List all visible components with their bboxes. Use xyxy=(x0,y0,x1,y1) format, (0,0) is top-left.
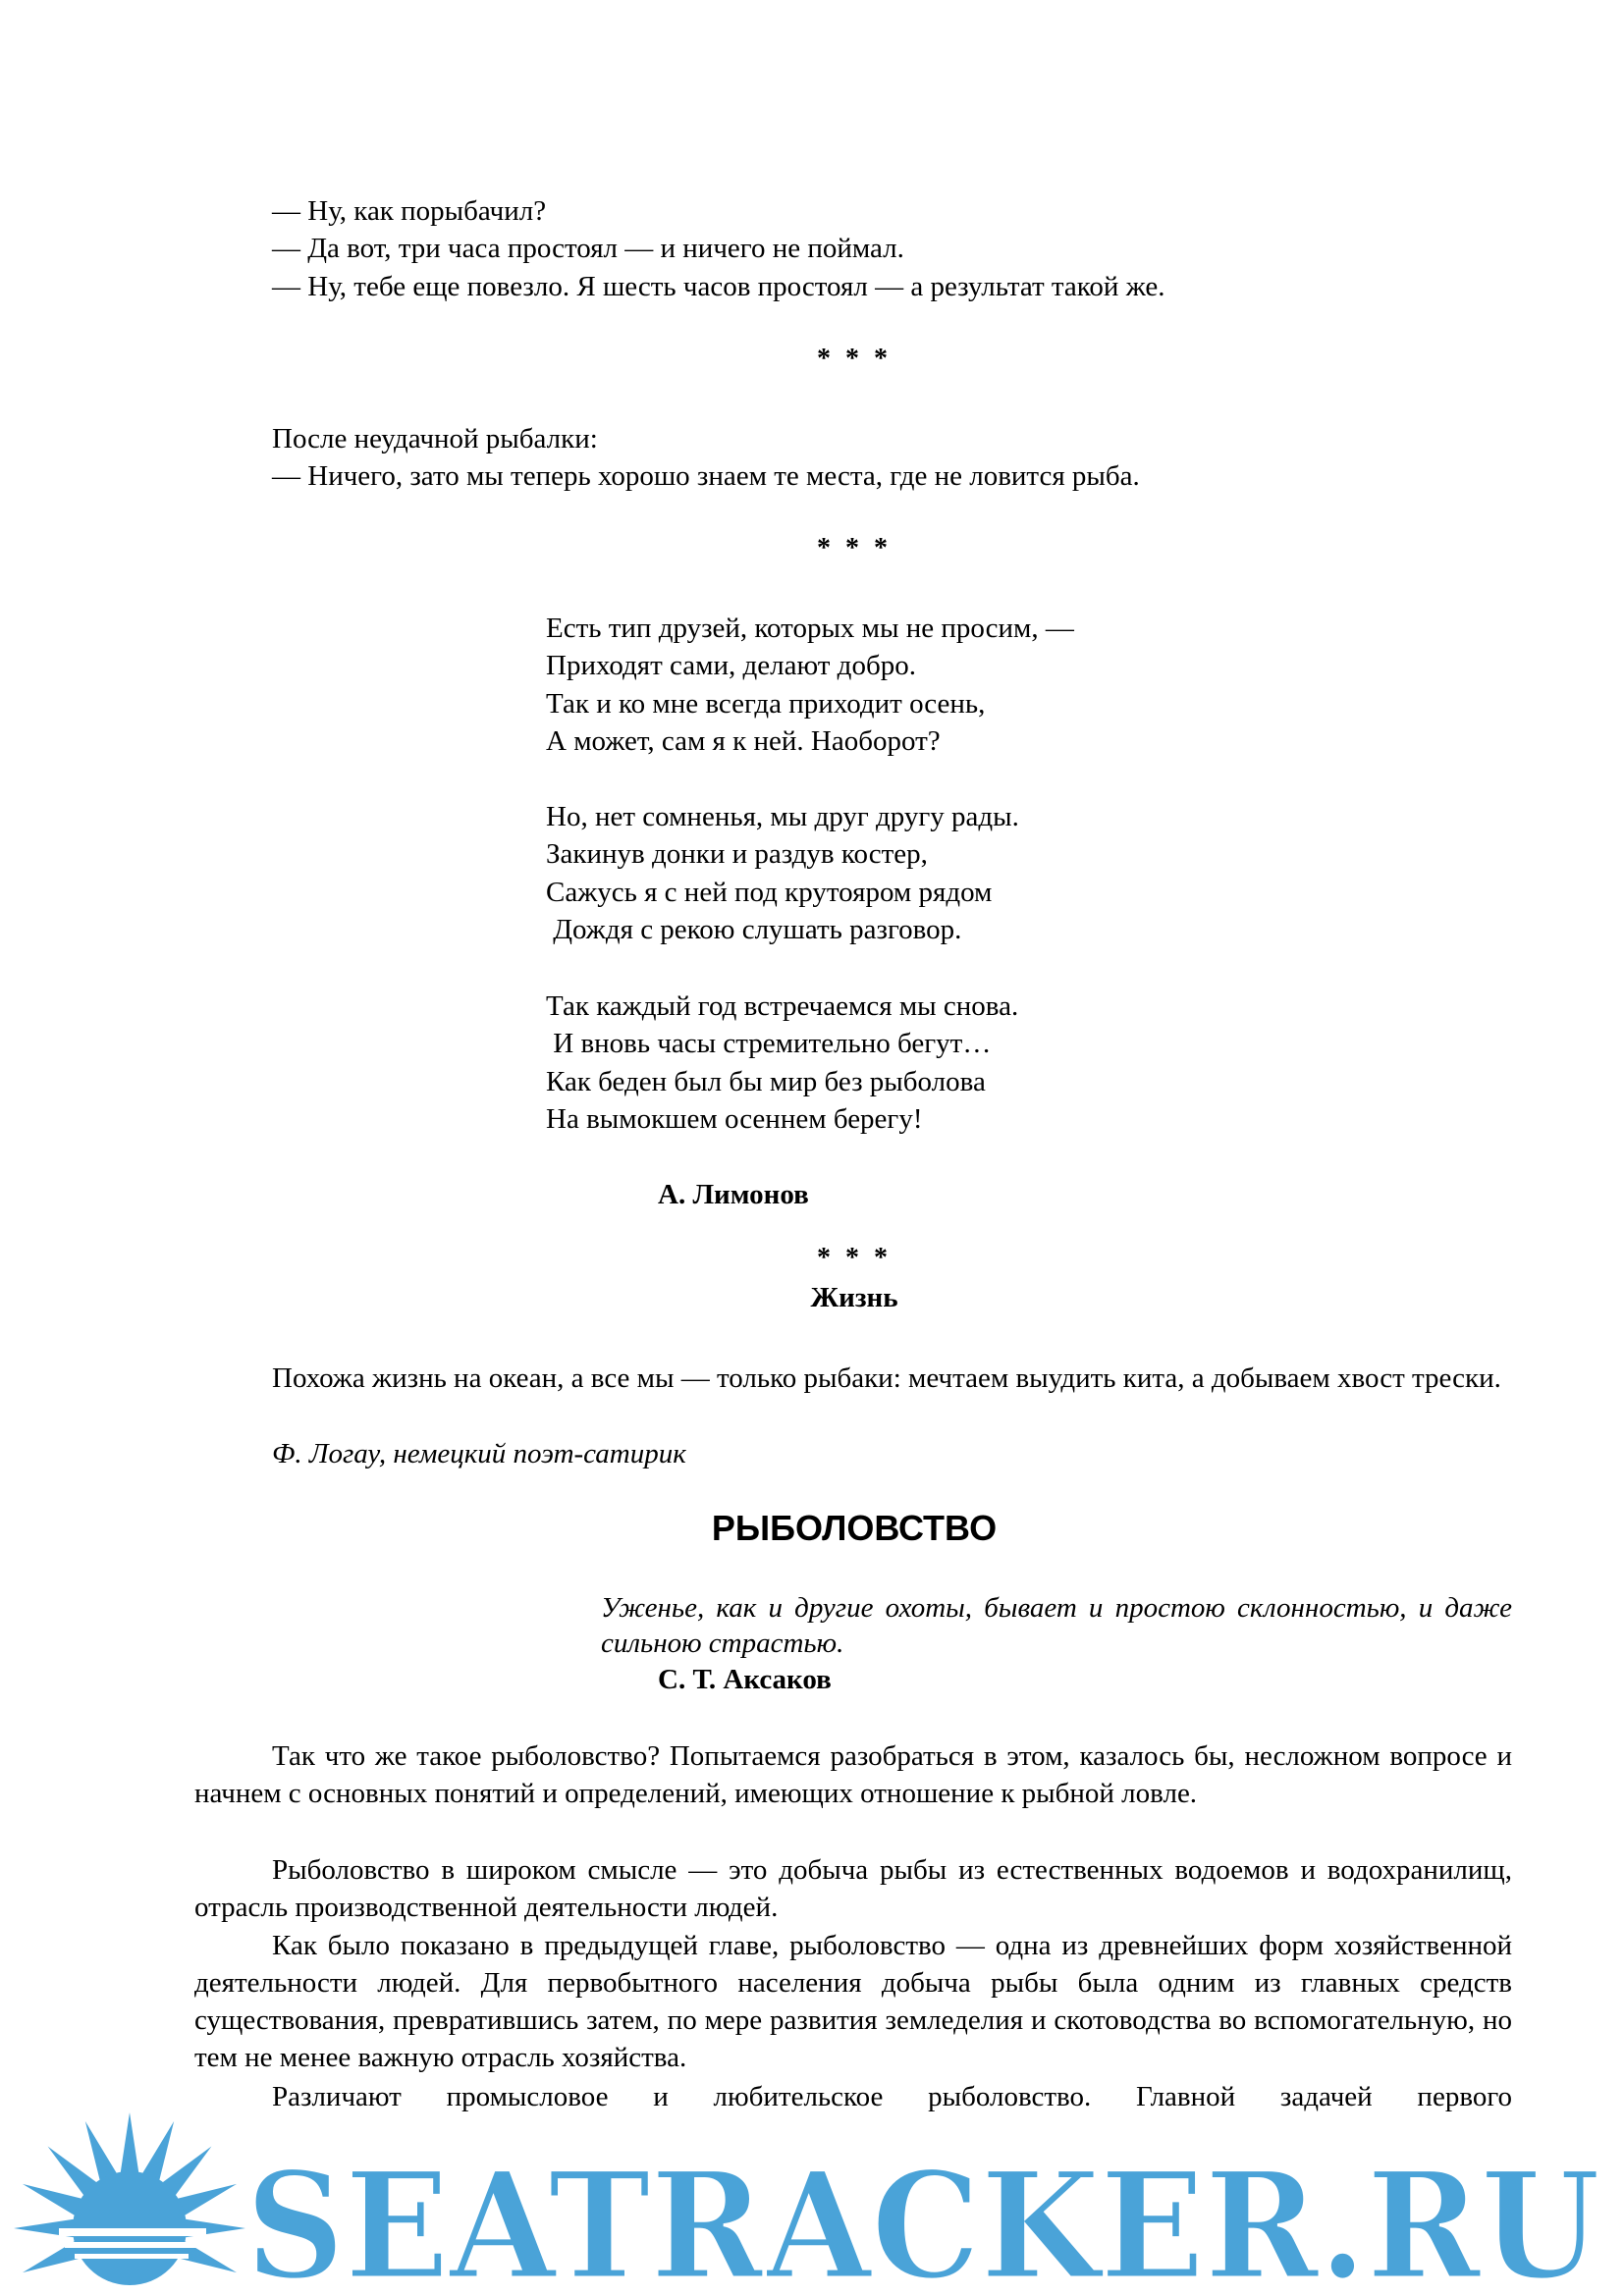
paragraph: Различают промысловое и любительское рыболовство. Главной задачей первого xyxy=(272,2081,1512,2112)
chapter-heading: РЫБОЛОВСТВО xyxy=(711,1508,998,1548)
section-title-life: Жизнь xyxy=(810,1282,898,1313)
dialogue-line-1: — Ну, как порыбачил? xyxy=(272,195,547,227)
poem-line: Закинув донки и раздув костер, xyxy=(546,838,928,870)
watermark-text: SEATRACKER.RU xyxy=(245,2140,1600,2296)
poem-line: Есть тип друзей, которых мы не просим, — xyxy=(546,613,1074,644)
poem-line: Так и ко мне всегда приходит осень, xyxy=(546,688,986,720)
paragraph: Рыболовство в широком смысле — это добыча рыбы из естественных водоемов и водохранилищ, отрасль производственной деятельности людей. xyxy=(194,1854,1512,1923)
epigraph-author: С. Т. Аксаков xyxy=(658,1664,832,1695)
poem-line: Дождя с рекою слушать разговор. xyxy=(546,914,962,945)
joke2-line-1: После неудачной рыбалки: xyxy=(272,423,598,454)
life-quote: Похожа жизнь на океан, а все мы — только рыбаки: мечтаем выудить кита, а добываем хвост трески. xyxy=(272,1362,1501,1394)
separator-1: * * * xyxy=(817,344,892,374)
chapter-epigraph: Уженье, как и другие охоты, бывает и простою склонностью, и даже сильною страстью. xyxy=(601,1592,1512,1659)
separator-2: * * * xyxy=(817,533,892,563)
dialogue-line-2: — Да вот, три часа простоял — и ничего не поймал. xyxy=(272,233,904,264)
poem-line: На вымокшем осеннем берегу! xyxy=(546,1103,923,1135)
poem-line: Так каждый год встречаемся мы снова. xyxy=(546,990,1019,1022)
dialogue-line-3: — Ну, тебе еще повезло. Я шесть часов простоял — а результат такой же. xyxy=(272,271,1165,302)
poem-line: И вновь часы стремительно бегут… xyxy=(546,1028,992,1059)
life-attribution: Ф. Логау, немецкий поэт-сатирик xyxy=(272,1438,686,1469)
poem-line: А может, сам я к ней. Наоборот? xyxy=(546,725,941,757)
paragraph: Как было показано в предыдущей главе, рыболовство — одна из древнейших форм хозяйственной деятельности людей. Для первобытного населения добыча рыбы была одним из главных средств существования, превратившись затем, по мере развития земледелия и скотоводства во вспомогательную, но тем не менее важную отрасль хозяйства. xyxy=(194,1930,1512,2073)
sun-icon xyxy=(14,2112,245,2285)
poem-line: Но, нет сомненья, мы друг другу рады. xyxy=(546,801,1019,832)
poem-author: А. Лимонов xyxy=(658,1179,809,1210)
watermark xyxy=(0,2081,1624,2296)
poem-line: Приходят сами, делают добро. xyxy=(546,650,916,681)
poem-line: Как беден был бы мир без рыболова xyxy=(546,1066,986,1097)
separator-3: * * * xyxy=(817,1243,892,1273)
paragraph: Так что же такое рыболовство? Попытаемся разобраться в этом, казалось бы, несложном вопросе и начнем с основных понятий и определений, имеющих отношение к рыбной ловле. xyxy=(194,1740,1512,1809)
joke2-line-2: — Ничего, зато мы теперь хорошо знаем те места, где не ловится рыба. xyxy=(272,460,1140,492)
poem-line: Сажусь я с ней под крутояром рядом xyxy=(546,877,993,908)
